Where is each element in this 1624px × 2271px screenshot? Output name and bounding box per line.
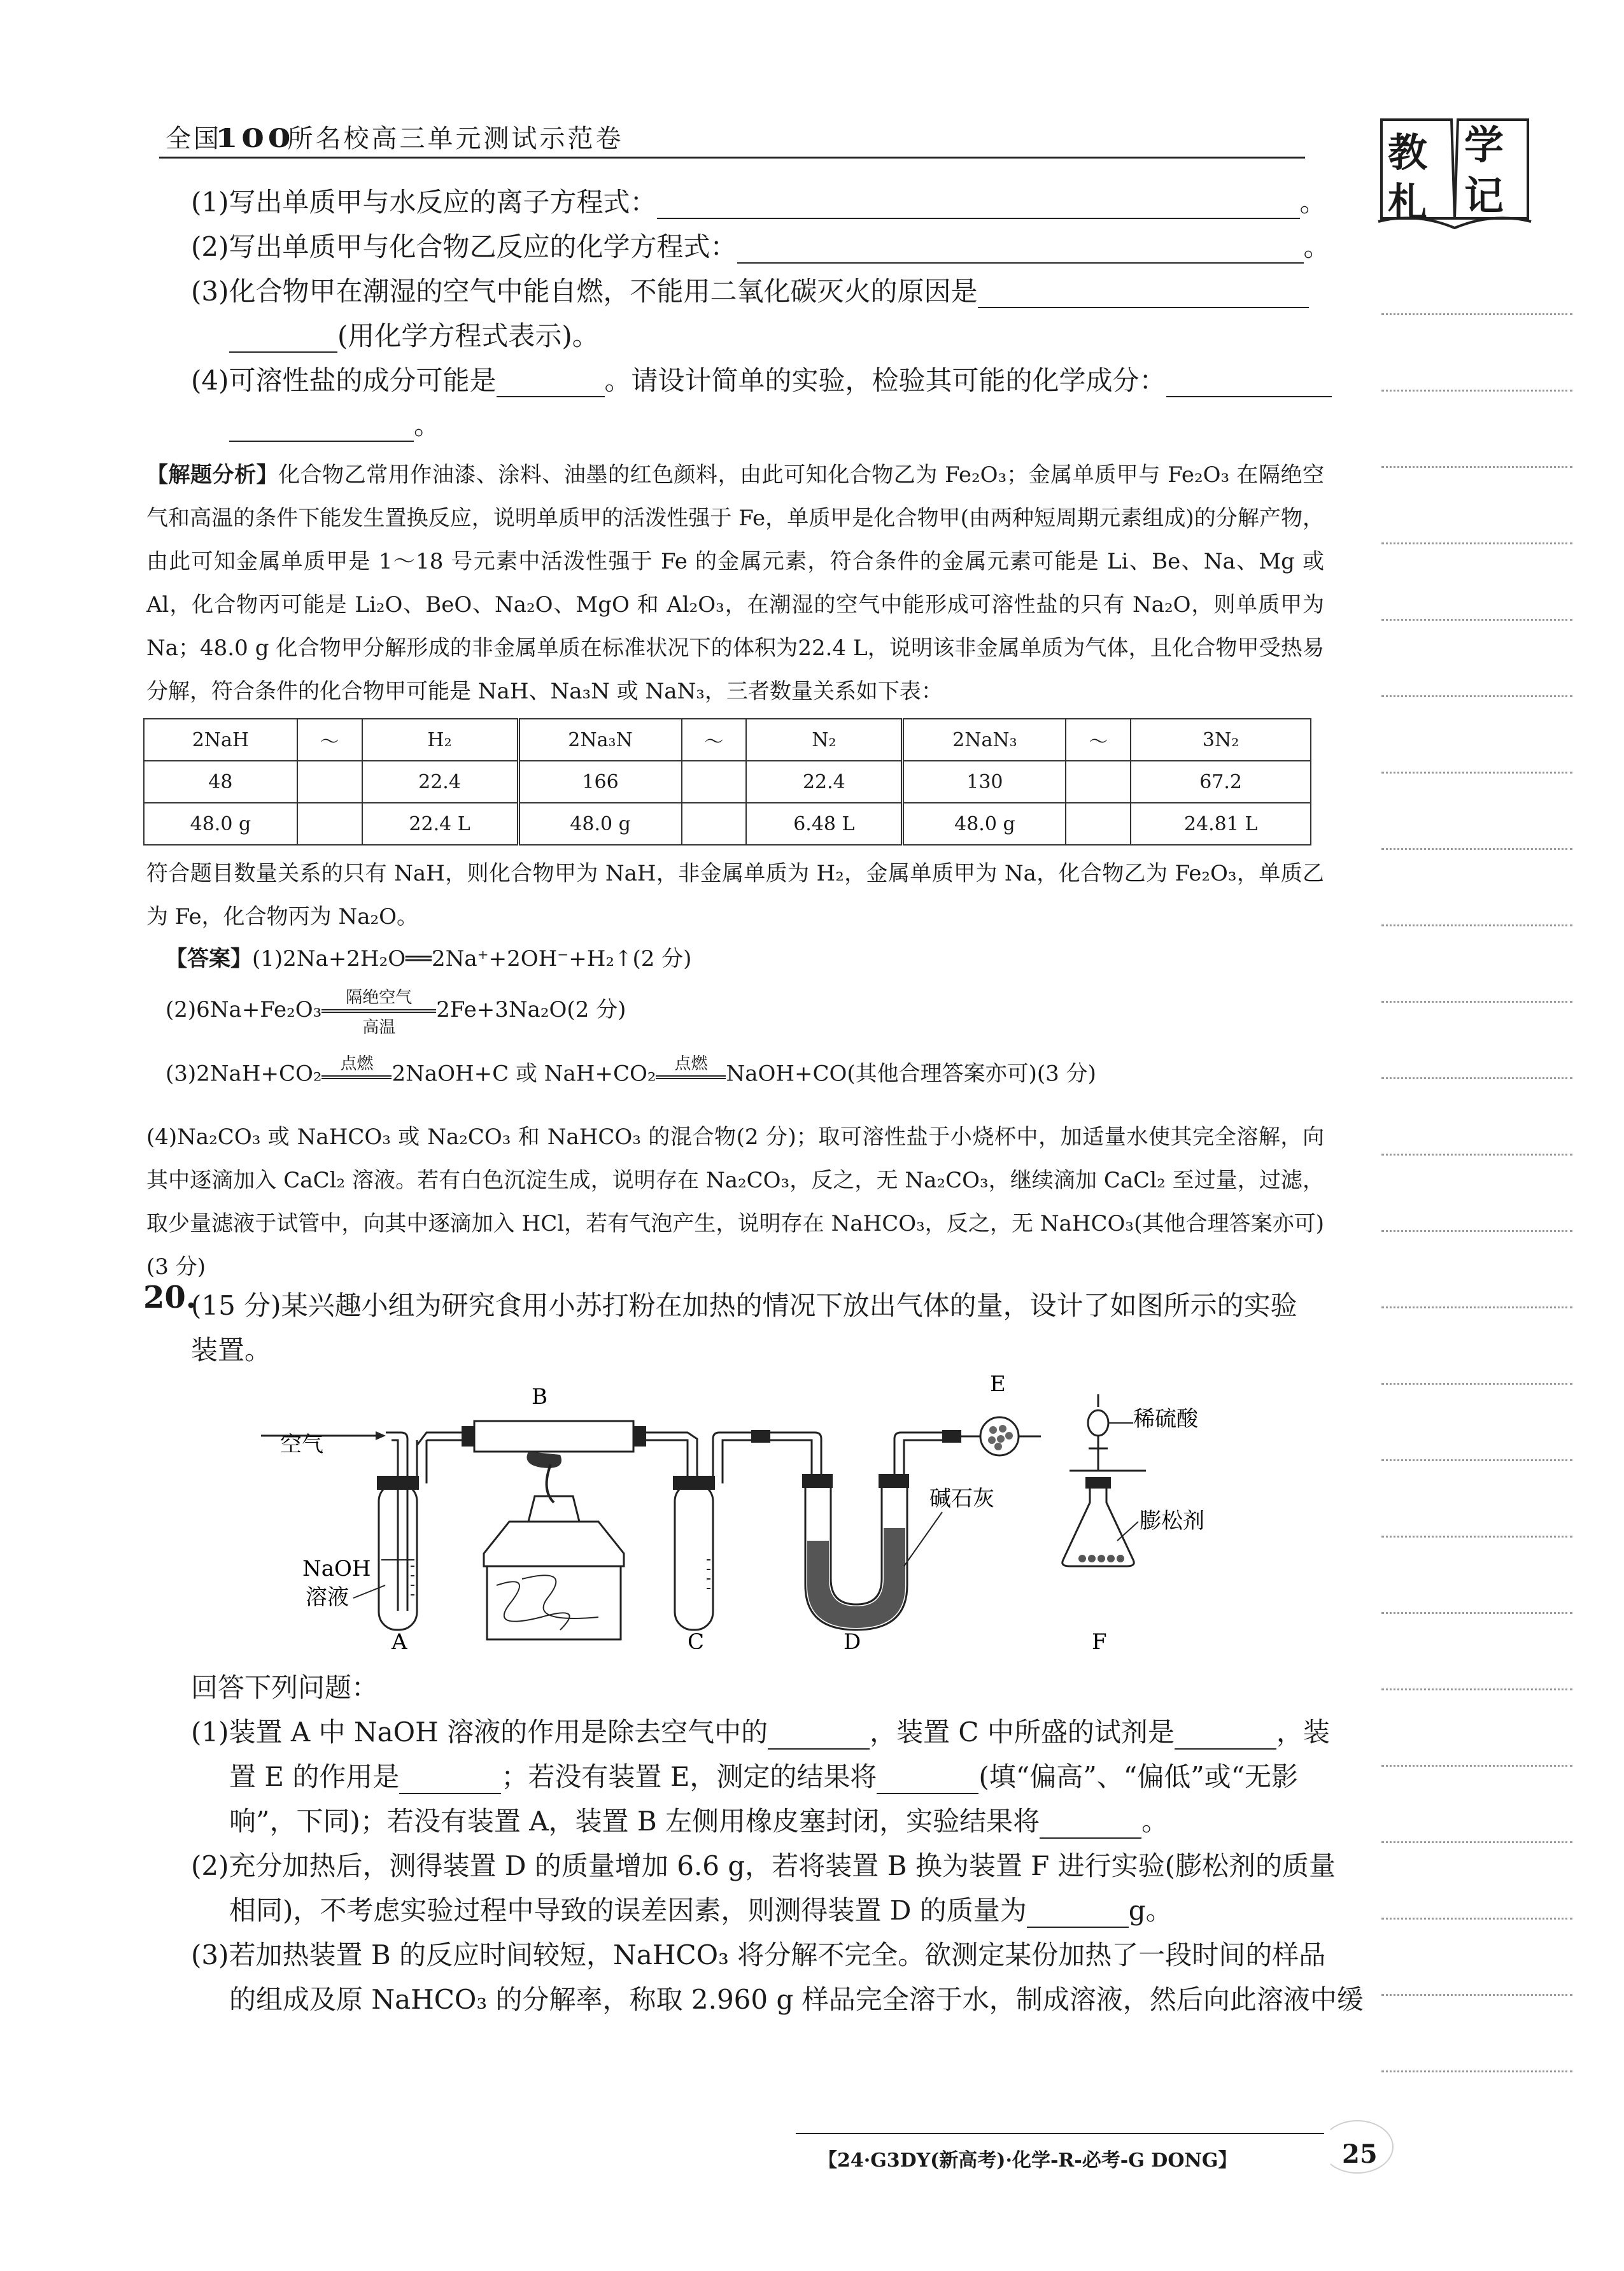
question-2 — [191, 230, 1331, 264]
note-line — [1381, 1383, 1572, 1385]
table-cell: 22.4 — [362, 761, 518, 803]
note-line — [1381, 848, 1572, 850]
q20-sub-3-line-2: 的组成及原 NaHCO₃ 的分解率，称取 2.960 g 样品完全溶于水，制成溶液，然后向此溶液中缓 — [229, 1984, 1364, 2015]
period: 。 — [1299, 187, 1327, 218]
question-4-text-2: 。请设计简单的实验，检验其可能的化学成分： — [604, 365, 1166, 396]
notes-char-2: 学 — [1464, 122, 1504, 168]
table-cell — [297, 803, 362, 845]
header-title-suffix: 所名校高三单元测试示范卷 — [287, 124, 624, 153]
table-cell: 48 — [144, 761, 297, 803]
note-line — [1381, 2070, 1572, 2072]
note-line — [1381, 772, 1572, 774]
period: 。 — [1303, 231, 1331, 262]
note-line — [1381, 1612, 1572, 1614]
condition-bottom-empty — [321, 1080, 392, 1100]
q20-sub-1 — [191, 1711, 1330, 1750]
reaction-condition — [321, 984, 436, 1038]
question-20-number: 20. — [143, 1280, 197, 1315]
table-cell: 24.81 L — [1131, 803, 1311, 845]
label-f: F — [1092, 1629, 1107, 1649]
answer-blank — [768, 1723, 870, 1750]
apparatus-d — [802, 1433, 942, 1630]
condition-top: 隔绝空气 — [346, 988, 413, 1007]
table-cell: 2NaH — [144, 719, 297, 761]
note-line — [1381, 1918, 1572, 1920]
note-line — [1381, 1001, 1572, 1003]
label-d: D — [844, 1629, 861, 1649]
answer-blank — [1027, 1901, 1129, 1928]
answer-3-left: (3)2NaH+CO₂ — [166, 1061, 322, 1087]
table-cell: ～ — [1066, 719, 1131, 761]
note-line — [1381, 390, 1572, 392]
answer-2-right: 2Fe+3Na₂O(2 分) — [436, 997, 626, 1022]
answer-blank — [1040, 1812, 1141, 1839]
table-cell: 6.48 L — [746, 803, 902, 845]
question-4-text: (4)可溶性盐的成分可能是 — [191, 365, 497, 396]
conclusion-paragraph: 符合题目数量关系的只有 NaH，则化合物甲为 NaH，非金属单质为 H₂，金属单质甲为 Na，化合物乙为 Fe₂O₃，单质乙为 Fe，化合物丙为 Na₂O。 — [146, 861, 1324, 930]
q20-sub-2: (2)充分加热后，测得装置 D 的质量增加 6.6 g，若将装置 B 换为装置 F 进行实验(膨松剂的质量 — [191, 1850, 1336, 1881]
apparatus-b — [462, 1421, 646, 1639]
q20-sub-1-line-2 — [229, 1756, 1298, 1794]
header-title — [166, 118, 624, 155]
answer-blank — [229, 326, 337, 353]
table-cell: 22.4 L — [362, 803, 518, 845]
answer-blank — [497, 371, 605, 397]
table-cell: 2NaN₃ — [903, 719, 1066, 761]
question-20-intro-2: 装置。 — [191, 1334, 272, 1366]
answer-1-text: (1)2Na+2H₂O══2Na⁺+2OH⁻+H₂↑(2 分) — [252, 946, 692, 972]
table-cell: N₂ — [746, 719, 902, 761]
note-line — [1381, 1536, 1572, 1538]
apparatus-c — [673, 1430, 821, 1630]
answer-tag: 【答案】 — [166, 946, 252, 972]
soda-lime-label: 碱石灰 — [929, 1486, 994, 1511]
table-cell: ～ — [297, 719, 362, 761]
note-line — [1381, 313, 1572, 315]
arrow-head — [376, 1431, 386, 1440]
answer-blank — [1175, 1723, 1276, 1750]
note-line — [1381, 1306, 1572, 1308]
table-cell: 48.0 g — [144, 803, 297, 845]
note-line — [1381, 1230, 1572, 1232]
answer-4: (4)Na₂CO₃ 或 NaHCO₃ 或 Na₂CO₃ 和 NaHCO₃ 的混合物(2 分)；取可溶性盐于小烧杯中，加适量水使其完全溶解，向其中逐滴加入 CaCl₂ 溶液。若有白色沉淀生成，说明存在 Na₂CO₃，反之，无 Na₂CO₃，继续滴加 CaCl₂ 至过量，过滤，取少量滤液于试管中，向其中逐滴加入 HCl，若有气泡产生，说明存在 NaHCO₃，反之，无 NaHCO₃(其他合理答案亦可)(3 分) — [146, 1124, 1324, 1280]
note-line — [1381, 695, 1572, 697]
apparatus-e — [942, 1417, 1041, 1455]
label-e: E — [990, 1375, 1006, 1397]
pointer-line — [353, 1585, 385, 1598]
table-row — [144, 803, 1311, 845]
question-3-cont — [229, 320, 599, 353]
answer-2 — [166, 984, 626, 1038]
footer-code: 【24·G3DY(新高考)·化学-R-必考-G DONG】 — [818, 2149, 1238, 2172]
table-cell: ～ — [682, 719, 747, 761]
table-cell: 67.2 — [1131, 761, 1311, 803]
notes-char-3: 札 — [1388, 179, 1428, 225]
q20-sub-1-text-d: 置 E 的作用是 — [229, 1761, 400, 1792]
table-cell: 48.0 g — [518, 803, 682, 845]
table-cell — [1066, 761, 1131, 803]
question-3-text: (3)化合物甲在潮湿的空气中能自燃，不能用二氧化碳灭火的原因是 — [191, 276, 978, 307]
note-line — [1381, 1994, 1572, 1996]
condition-top: 点燃 — [674, 1054, 708, 1073]
table-cell: 130 — [903, 761, 1066, 803]
analysis-paragraph — [146, 453, 1324, 713]
footer-rule — [796, 2133, 1324, 2134]
answer-blank — [229, 415, 414, 442]
analysis-tag: 【解题分析】 — [146, 462, 279, 488]
answer-blank — [877, 1767, 978, 1794]
pointer-line — [904, 1512, 942, 1566]
note-line — [1381, 542, 1572, 544]
q20-sub-1-text-b: ，装置 C 中所盛的试剂是 — [870, 1716, 1175, 1748]
q20-sub-3: (3)若加热装置 B 的反应时间较短，NaHCO₃ 将分解不完全。欲测定某份加热了一段时间的样品 — [191, 1939, 1326, 1970]
q20-sub-1-text-g: 响”，下同)；若没有装置 A，装置 B 左侧用橡皮塞封闭，实验结果将 — [229, 1806, 1040, 1837]
table-row — [144, 719, 1311, 761]
q20-prompt: 回答下列问题： — [191, 1672, 379, 1703]
question-4 — [191, 364, 1332, 397]
dilute-acid-label: 稀硫酸 — [1133, 1406, 1198, 1432]
table-cell — [1066, 803, 1131, 845]
q20-sub-2-text-c: g。 — [1128, 1895, 1173, 1926]
condition-top: 点燃 — [340, 1054, 374, 1073]
condition-bar — [321, 1075, 392, 1079]
table-cell: H₂ — [362, 719, 518, 761]
leavening-label: 膨松剂 — [1140, 1508, 1204, 1534]
air-label: 空气 — [280, 1432, 323, 1457]
note-line — [1381, 466, 1572, 468]
table-cell — [682, 803, 747, 845]
table-row — [144, 761, 1311, 803]
answer-blank — [1166, 371, 1332, 397]
table-cell: 48.0 g — [903, 803, 1066, 845]
table-cell: 166 — [518, 761, 682, 803]
question-3 — [191, 275, 1309, 308]
header-rule — [159, 157, 1305, 159]
q20-sub-1-line-3 — [229, 1801, 1168, 1839]
answer-blank — [657, 192, 1300, 219]
question-4-cont — [229, 409, 441, 442]
note-line — [1381, 619, 1572, 621]
page-number: 25 — [1342, 2139, 1378, 2169]
note-line — [1381, 1765, 1572, 1767]
reaction-condition — [656, 1051, 726, 1100]
analysis-text: 化合物乙常用作油漆、涂料、油墨的红色颜料，由此可知化合物乙为 Fe₂O₃；金属单质甲与 Fe₂O₃ 在隔绝空气和高温的条件下能发生置换反应，说明单质甲的活泼性强于 Fe，单质甲是化合物甲(由两种短周期元素组成)的分解产物，由此可知金属单质甲是 1～18 号元素中活泼性强于 Fe 的金属元素，符合条件的金属元素可能是 Li、Be、Na、Mg 或 Al，化合物丙可能是 Li₂O、BeO、Na₂O、MgO 和 Al₂O₃，在潮湿的空气中能形成可溶性盐的只有 Na₂O，则单质甲为 Na；48.0 g 化合物甲分解形成的非金属单质在标准状况下的体积为22.4 L，说明该非金属单质为气体，且化合物甲受热易分解，符合条件的化合物甲可能是 NaH、Na₃N 或 NaN₃，三者数量关系如下表： — [146, 462, 1324, 704]
question-20-intro: (15 分)某兴趣小组为研究食用小苏打粉在加热的情况下放出气体的量，设计了如图所示的实验 — [191, 1290, 1297, 1321]
note-line — [1381, 1077, 1572, 1079]
solution-label: 溶液 — [306, 1585, 349, 1610]
q20-sub-1-text-c: ，装 — [1276, 1716, 1330, 1748]
header-title-prefix: 全国 — [166, 124, 222, 153]
label-c: C — [688, 1629, 705, 1649]
answer-3 — [166, 1051, 1096, 1100]
period: 。 — [414, 409, 441, 441]
note-line — [1381, 924, 1572, 926]
note-line — [1381, 1459, 1572, 1461]
condition-bar — [321, 1009, 436, 1013]
table-cell — [682, 761, 747, 803]
answer-2-left: (2)6Na+Fe₂O₃ — [166, 997, 322, 1022]
table-cell: 2Na₃N — [518, 719, 682, 761]
q20-sub-2-text-b: 相同)，不考虑实验过程中导致的误差因素，则测得装置 D 的质量为 — [229, 1895, 1027, 1926]
answer-1 — [166, 941, 691, 972]
notes-char-4: 记 — [1464, 173, 1504, 219]
question-1 — [191, 186, 1327, 219]
q20-sub-1-text-f: (填“偏高”、“偏低”或“无影 — [978, 1761, 1299, 1792]
notes-char-1: 教 — [1388, 129, 1428, 176]
label-a: A — [392, 1629, 407, 1649]
q20-sub-1-text-h: 。 — [1141, 1806, 1169, 1837]
q20-sub-2-line-2 — [229, 1890, 1173, 1928]
table-cell: 22.4 — [746, 761, 902, 803]
logo-100: 100 — [215, 124, 294, 153]
answer-blank — [978, 281, 1309, 308]
q20-sub-1-text-a: (1)装置 A 中 NaOH 溶液的作用是除去空气中的 — [191, 1716, 768, 1748]
answer-blank — [737, 237, 1304, 264]
naoh-label: NaOH — [302, 1556, 371, 1581]
reaction-condition — [321, 1051, 392, 1100]
note-line — [1381, 1841, 1572, 1843]
condition-bottom: 高温 — [362, 1018, 396, 1037]
quantity-table — [143, 718, 1311, 845]
table-cell: 3N₂ — [1131, 719, 1311, 761]
answer-3-right: NaOH+CO(其他合理答案亦可)(3 分) — [726, 1061, 1096, 1087]
label-b: B — [532, 1384, 547, 1410]
apparatus-diagram — [242, 1375, 1260, 1649]
q20-sub-1-text-e: ；若没有装置 E，测定的结果将 — [501, 1761, 877, 1792]
answer-3-mid: 2NaOH+C 或 NaH+CO₂ — [392, 1061, 656, 1087]
note-line — [1381, 1688, 1572, 1690]
question-1-text: (1)写出单质甲与水反应的离子方程式： — [191, 187, 657, 218]
note-line — [1381, 1154, 1572, 1156]
answer-blank — [399, 1767, 501, 1794]
notes-box — [1375, 107, 1534, 234]
condition-bottom-empty — [656, 1080, 726, 1100]
apparatus-a — [377, 1433, 462, 1630]
question-2-text: (2)写出单质甲与化合物乙反应的化学方程式： — [191, 231, 737, 262]
condition-bar — [656, 1075, 726, 1079]
question-3-text-2: (用化学方程式表示)。 — [337, 320, 599, 351]
table-cell — [297, 761, 362, 803]
